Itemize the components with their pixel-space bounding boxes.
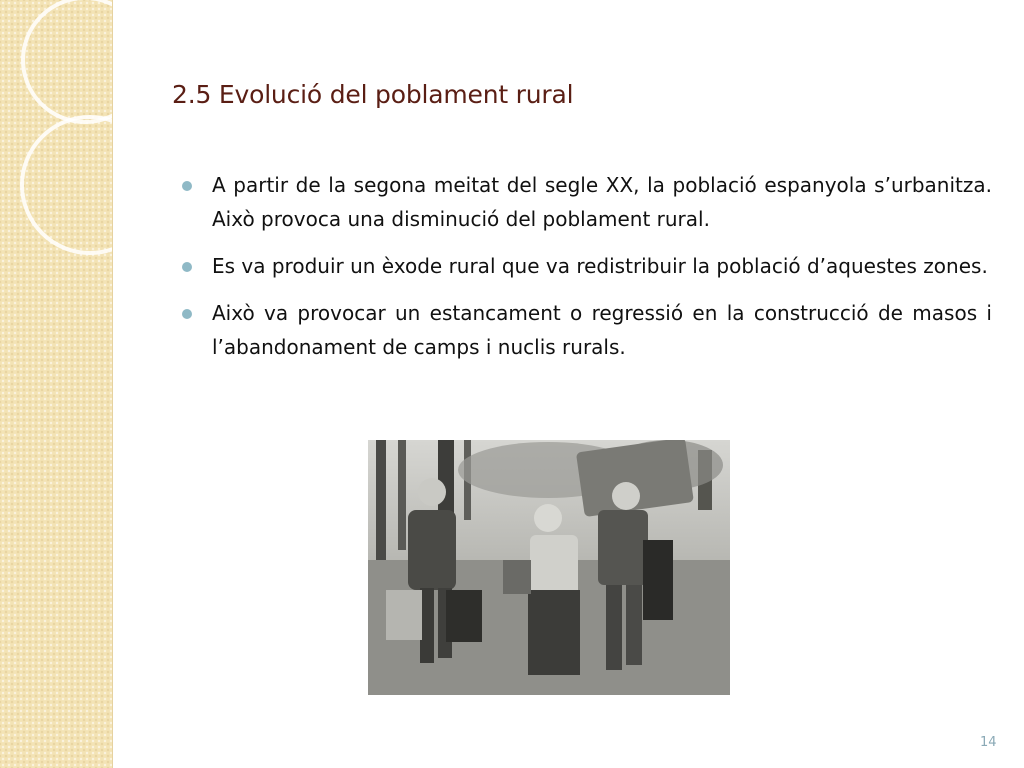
historical-photo [368,440,730,695]
bullet-item [182,168,992,236]
page-number: 14 [980,735,997,750]
decorative-circles-icon [0,0,112,768]
slide-title: 2.5 Evolució del poblament rural [172,80,574,109]
bullet-marker-icon [182,262,192,272]
decorative-side-panel [0,0,113,768]
bullet-text: A partir de la segona meitat del segle XX, la població espanyola s’urbanitza. Això provoca una disminució del poblament rural. [212,173,992,231]
bullet-marker-icon [182,309,192,319]
bullet-list [182,168,992,377]
bullet-marker-icon [182,181,192,191]
bullet-item [182,249,992,283]
rural-exodus-photo-icon [368,440,730,695]
bullet-text: Això va provocar un estancament o regressió en la construcció de masos i l’abandonament de camps i nuclis rurals. [212,301,992,359]
bullet-text: Es va produir un èxode rural que va redistribuir la població d’aquestes zones. [212,254,988,278]
bullet-item [182,296,992,364]
